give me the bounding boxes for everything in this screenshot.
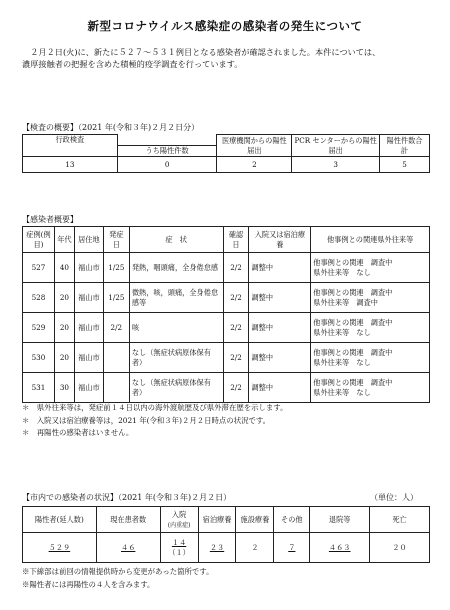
cases-table xyxy=(22,226,430,403)
header-age: 年代 xyxy=(54,227,74,253)
value-severe: （１） xyxy=(168,547,190,557)
status-heading: 【市内での感染者の状況】（2021 年(令和３年)２月２日） xyxy=(22,493,232,502)
value-positive-of: 0 xyxy=(117,157,217,173)
header-pcr: PCR センターからの陽性届出 xyxy=(292,135,380,157)
value-gyosei: 13 xyxy=(23,157,118,173)
value-hospitalized: １４ xyxy=(171,537,187,547)
header-symptoms: 症 状 xyxy=(129,227,223,253)
note-line: ※下線部は前回の情報提供時から変更があった箇所です。 xyxy=(22,567,214,576)
status-notes xyxy=(22,566,432,591)
value-discharged: ４６３ xyxy=(328,542,351,552)
value-positives: ５２９ xyxy=(48,542,71,552)
header-other: その他 xyxy=(274,507,310,533)
header-hospitalized: 入院 (内重症) xyxy=(160,507,198,533)
status-unit: （単位：人） xyxy=(370,493,418,502)
header-lodging: 宿泊療養 xyxy=(198,507,236,533)
header-discharged: 退院等 xyxy=(310,507,370,533)
header-iryo: 医療機関からの陽性届出 xyxy=(217,135,292,157)
inspection-heading: 【検査の概要】（2021 年(令和３年)２月２日分） xyxy=(22,123,200,132)
page-title: 新型コロナウイルス感染症の感染者の発生について xyxy=(87,19,363,33)
cases-notes xyxy=(22,402,432,440)
value-other: ７ xyxy=(288,542,296,552)
value-pcr: 3 xyxy=(292,157,380,173)
note-line: ＊ 再陽性の感染者はいません。 xyxy=(22,428,134,437)
intro-line-1: ２月２日(火)に、新たに５２７～５３１例目となる感染者が確認されました。本件については、 xyxy=(30,47,381,57)
table-row: 528 20 福山市 1/25 微熱，咳，頭痛，全身倦怠感等 2/2 調整中 他事例との関連 調査中 県外往来等 調査中 xyxy=(23,283,430,313)
note-line: ＊ 県外往来等は，発症前１４日以内の海外渡航歴及び県外滞在歴を示します。 xyxy=(22,403,288,412)
value-iryo: 2 xyxy=(217,157,292,173)
header-gyosei: 行政検査 xyxy=(23,135,118,146)
note-line: ＊ 入院又は宿泊療養等は，2021 年(令和３年)２月２日時点の状況です。 xyxy=(22,415,271,425)
note-line: ※陽性者には再陽性の４人を含みます。 xyxy=(22,579,155,589)
inspection-table xyxy=(22,134,430,173)
cases-heading: 【感染者概要】 xyxy=(22,215,78,224)
table-row: 527 40 福山市 1/25 発熱，咽頭痛，全身倦怠感 2/2 調整中 他事例との関連 調査中 県外往来等 なし xyxy=(23,253,430,283)
header-confirmed: 確認日 xyxy=(223,227,249,253)
header-deaths: 死亡 xyxy=(370,507,430,533)
header-total: 陽性件数合 計 xyxy=(380,135,430,157)
status-table xyxy=(22,506,430,563)
header-residence: 居住地 xyxy=(74,227,103,253)
value-lodging: ２３ xyxy=(209,542,225,552)
header-facility: 施設療養 xyxy=(236,507,274,533)
header-hospital: 入院又は宿泊療養 xyxy=(249,227,311,253)
value-facility: ２ xyxy=(236,533,274,563)
intro-paragraph xyxy=(22,46,432,70)
header-relation: 他事例との関連県外往来等 xyxy=(311,227,430,253)
table-row: 529 20 福山市 2/2 咳 2/2 調整中 他事例との関連 調査中 県外往来等 なし xyxy=(23,313,430,343)
header-positives: 陽性者(延人数) xyxy=(23,507,97,533)
table-row: 531 30 福山市 なし（無症状病原体保有者） 2/2 調整中 他事例との関連 調査中 県外往来等 なし xyxy=(23,373,430,403)
header-positive-of: うち陽性件数 xyxy=(117,146,217,157)
value-total: 5 xyxy=(380,157,430,173)
intro-line-2: 濃厚接触者の把握を含めた積極的疫学調査を行っています。 xyxy=(22,59,243,69)
value-deaths: ２０ xyxy=(370,533,430,563)
value-current: ４６ xyxy=(121,542,136,552)
header-current: 現在患者数 xyxy=(96,507,160,533)
header-case-no: 症例(例目) xyxy=(23,227,55,253)
table-row: 530 20 福山市 なし（無症状病原体保有者） 2/2 調整中 他事例との関連 調査中 県外往来等 なし xyxy=(23,343,430,373)
header-onset: 発症日 xyxy=(103,227,129,253)
